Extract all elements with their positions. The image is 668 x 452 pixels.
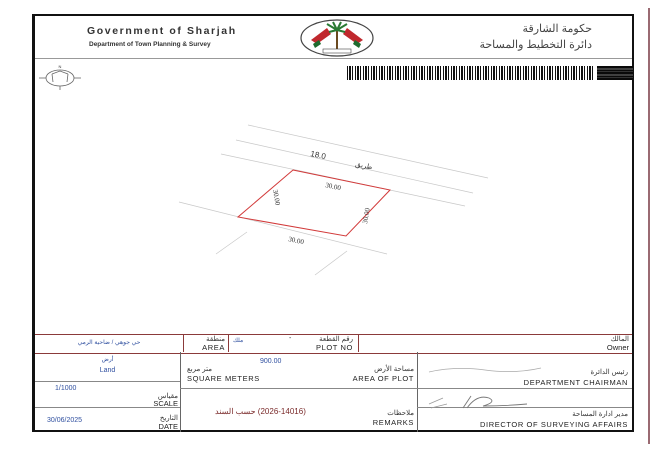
government-title-ar: حكومة الشارقة [522, 23, 592, 35]
divider [417, 352, 418, 432]
district-value: حي جوهي / ضاحية الرمي [77, 340, 141, 346]
department-subtitle-en: Department of Town Planning & Survey [89, 41, 211, 48]
area-label-en: AREA [202, 343, 225, 352]
remarks-value: (2026-14016) حسب السند [215, 407, 306, 416]
chairman-signature-icon [425, 362, 545, 376]
scale-label-ar: مقياس [157, 393, 178, 400]
area-of-plot-value: 900.00 [260, 358, 282, 365]
government-title-en: Government of Sharjah [87, 25, 237, 37]
survey-plan-document [32, 14, 634, 432]
scale-value: 1/1000 [55, 385, 77, 392]
svg-text:30.00: 30.00 [361, 207, 372, 225]
svg-text:طريق: طريق [354, 161, 373, 172]
svg-text:30.00: 30.00 [287, 235, 305, 247]
director-label-ar: مدير ادارة المساحة [572, 411, 628, 418]
sharjah-emblem-icon [297, 18, 377, 58]
document-barcode [347, 66, 633, 80]
plot-plan-drawing [35, 86, 632, 334]
owner-info-row [35, 334, 632, 354]
area-of-plot-ar: مساحة الأرض [374, 366, 414, 373]
owner-label-ar: المالك [610, 336, 629, 343]
qr-code [597, 66, 633, 80]
divider [180, 388, 632, 389]
plot-no-value: - [289, 335, 292, 342]
date-value: 30/06/2025 [47, 417, 83, 424]
land-use-value: Land [99, 367, 116, 374]
remarks-label-ar: ملاحظات [387, 410, 414, 417]
area-value: ملك [233, 338, 244, 344]
barcode-lines [347, 66, 595, 80]
director-label-en: DIRECTOR OF SURVEYING AFFAIRS [480, 420, 628, 429]
scale-label-en: SCALE [153, 399, 178, 408]
owner-label-en: Owner [606, 343, 629, 352]
chairman-label-ar: رئيس الدائرة [590, 369, 628, 376]
date-label-en: DATE [158, 422, 178, 431]
plan-details-table [35, 352, 632, 432]
area-label-ar: منطقة [206, 336, 225, 343]
department-subtitle-ar: دائرة التخطيط والمساحة [479, 39, 592, 51]
divider [183, 335, 184, 352]
remarks-label-en: REMARKS [372, 418, 414, 427]
square-meters-ar: متر مربع [187, 366, 212, 373]
svg-text:30.00: 30.00 [324, 181, 342, 193]
director-signature-icon [427, 392, 537, 410]
plot-no-label-ar: رقم القطعة [319, 336, 353, 343]
divider [228, 335, 229, 352]
divider [180, 352, 181, 432]
document-header [35, 16, 632, 59]
svg-text:N: N [58, 64, 62, 69]
svg-text:18.0: 18.0 [309, 149, 327, 162]
square-meters-en: SQUARE METERS [187, 374, 260, 383]
divider [35, 381, 180, 382]
page-edge-line [648, 8, 650, 444]
land-use-ar: أرض [101, 357, 114, 363]
area-of-plot-en: AREA OF PLOT [352, 374, 414, 383]
chairman-label-en: DEPARTMENT CHAIRMAN [523, 378, 628, 387]
date-label-ar: التاريخ [159, 415, 178, 422]
svg-text:30.00: 30.00 [271, 188, 282, 206]
plot-no-label-en: PLOT NO [316, 343, 353, 352]
divider [358, 335, 359, 352]
